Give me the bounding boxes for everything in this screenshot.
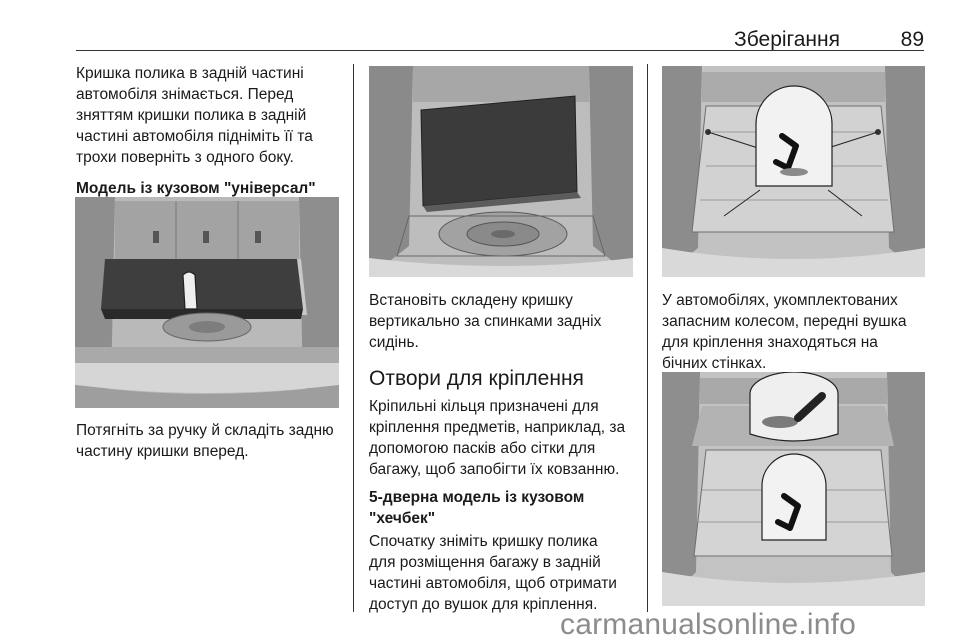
column-divider-1 [353,64,354,612]
col1-para1: Кришка полика в задній частині автомобіля знімається. Перед зняттям кришки полика в задній частині автомобіля підніміть її та трохи поверніть з одного боку. [76,65,313,166]
figure-wagon-cover-fold [75,197,339,408]
col3-para1: У автомобілях, укомплектованих запасним колесом, передні вушка для кріплення знаходяться на бічних стінках. [662,292,907,372]
col1-para2: Потягніть за ручку й складіть задню частину кришки вперед. [76,422,334,460]
column-divider-2 [647,64,648,612]
figure-anchor-eyes-side-walls [662,372,925,606]
figure-cover-upright [369,66,633,277]
header-rule [76,50,924,51]
col2-para3: Спочатку зніміть кришку полика для розміщення багажу в задній частині автомобіля, щоб отримати доступ до вушок для кріплення. [369,533,617,613]
page-number: 89 [900,28,924,51]
col1-subheading: Модель із кузовом "універсал" [76,180,316,197]
col2-para1: Встановіть складену кришку вертикально за спинками задніх сидінь. [369,292,602,351]
col2-subheading-hatchback: 5-дверна модель із кузовом "хечбек" [369,489,585,527]
watermark: carmanualsonline.info [560,608,857,641]
section-heading-anchor-points: Отвори для кріплення [369,367,584,390]
header-title: Зберігання [734,28,840,51]
col2-para2: Кріпильні кільця призначені для кріплення предметів, наприклад, за допомогою пасків або сітки для багажу, щоб запобігти їх ковзанню. [369,398,626,478]
figure-anchor-eyes-floor [662,66,925,277]
